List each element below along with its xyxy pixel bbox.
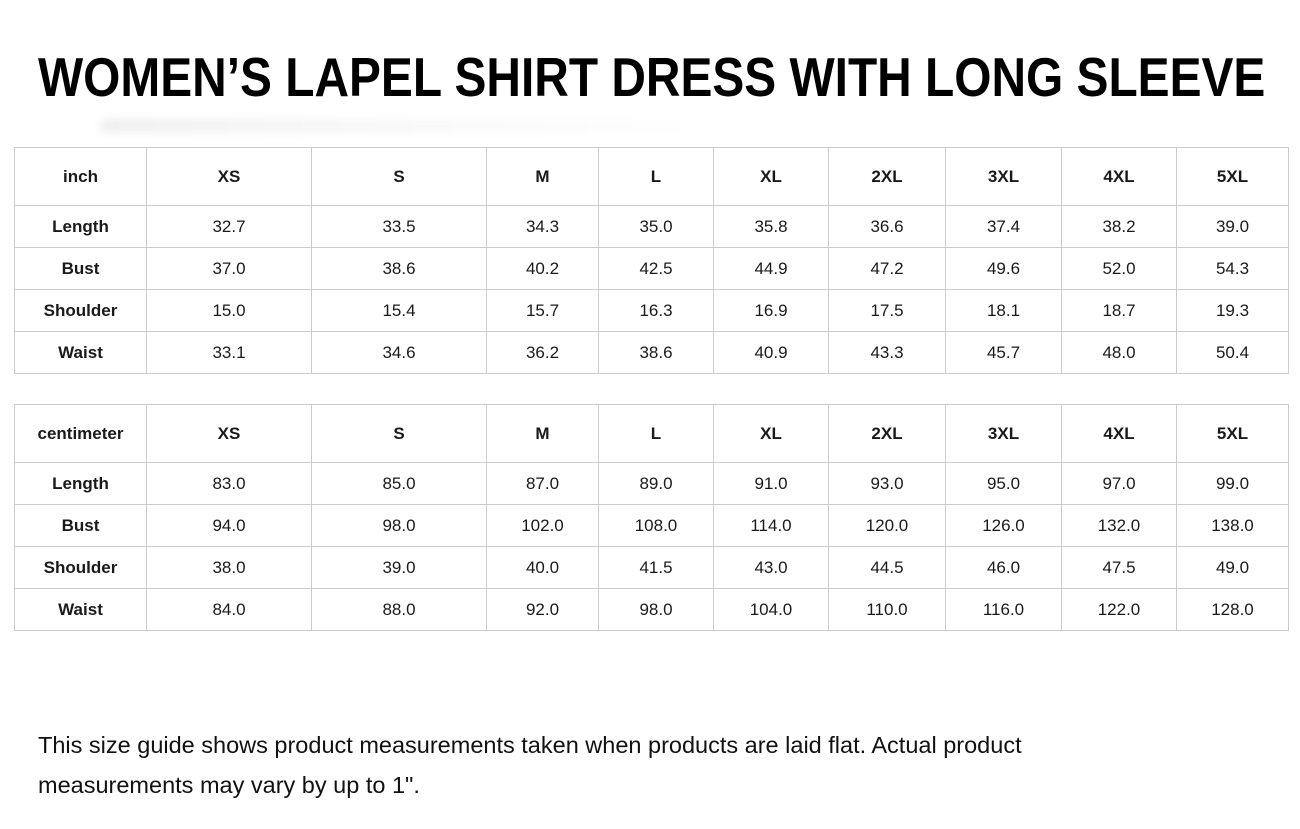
measurement-row: [15, 463, 1289, 505]
measurement-label-cell: Bust: [15, 505, 147, 547]
measurement-value-cell: 85.0: [312, 463, 487, 505]
measurement-value-cell: 49.0: [1177, 547, 1289, 589]
measurement-value-cell: 138.0: [1177, 505, 1289, 547]
measurement-value-cell: 39.0: [312, 547, 487, 589]
measurement-value-cell: 38.6: [599, 332, 714, 374]
measurement-value-cell: 132.0: [1062, 505, 1177, 547]
size-guide-disclaimer: This size guide shows product measurements taken when products are laid flat. Actual product measurements may vary by up to 1".: [38, 732, 1022, 798]
measurement-value-cell: 122.0: [1062, 589, 1177, 631]
measurement-value-cell: 88.0: [312, 589, 487, 631]
size-header-cell: M: [487, 405, 599, 463]
measurement-value-cell: 33.5: [312, 206, 487, 248]
measurement-label-cell: Length: [15, 206, 147, 248]
size-header-cell: XS: [147, 405, 312, 463]
inch-size-table: [14, 147, 1289, 374]
measurement-value-cell: 44.5: [829, 547, 946, 589]
measurement-value-cell: 87.0: [487, 463, 599, 505]
size-header-cell: 4XL: [1062, 405, 1177, 463]
measurement-label-cell: Length: [15, 463, 147, 505]
measurement-value-cell: 40.0: [487, 547, 599, 589]
measurement-value-cell: 34.3: [487, 206, 599, 248]
measurement-value-cell: 95.0: [946, 463, 1062, 505]
measurement-value-cell: 45.7: [946, 332, 1062, 374]
measurement-value-cell: 92.0: [487, 589, 599, 631]
measurement-row: [15, 290, 1289, 332]
measurement-value-cell: 47.5: [1062, 547, 1177, 589]
measurement-row: [15, 589, 1289, 631]
measurement-value-cell: 120.0: [829, 505, 946, 547]
faded-watermark-artifact: [100, 119, 700, 133]
measurement-row: [15, 505, 1289, 547]
measurement-value-cell: 104.0: [714, 589, 829, 631]
measurement-value-cell: 19.3: [1177, 290, 1289, 332]
size-header-cell: 5XL: [1177, 405, 1289, 463]
measurement-value-cell: 83.0: [147, 463, 312, 505]
measurement-row: [15, 206, 1289, 248]
measurement-value-cell: 91.0: [714, 463, 829, 505]
size-header-cell: S: [312, 148, 487, 206]
centimeter-size-table: [14, 404, 1289, 631]
size-header-row: [15, 405, 1289, 463]
measurement-value-cell: 94.0: [147, 505, 312, 547]
measurement-value-cell: 18.1: [946, 290, 1062, 332]
measurement-value-cell: 15.0: [147, 290, 312, 332]
measurement-value-cell: 15.4: [312, 290, 487, 332]
size-header-cell: XS: [147, 148, 312, 206]
measurement-value-cell: 36.2: [487, 332, 599, 374]
size-header-cell: M: [487, 148, 599, 206]
measurement-value-cell: 42.5: [599, 248, 714, 290]
measurement-value-cell: 35.0: [599, 206, 714, 248]
size-header-cell: 3XL: [946, 148, 1062, 206]
size-header-cell: S: [312, 405, 487, 463]
measurement-value-cell: 54.3: [1177, 248, 1289, 290]
measurement-value-cell: 35.8: [714, 206, 829, 248]
measurement-row: [15, 547, 1289, 589]
measurement-row: [15, 248, 1289, 290]
measurement-value-cell: 38.2: [1062, 206, 1177, 248]
measurement-value-cell: 93.0: [829, 463, 946, 505]
measurement-value-cell: 15.7: [487, 290, 599, 332]
measurement-value-cell: 33.1: [147, 332, 312, 374]
measurement-value-cell: 16.9: [714, 290, 829, 332]
measurement-value-cell: 89.0: [599, 463, 714, 505]
measurement-value-cell: 36.6: [829, 206, 946, 248]
measurement-label-cell: Shoulder: [15, 547, 147, 589]
measurement-value-cell: 114.0: [714, 505, 829, 547]
measurement-value-cell: 97.0: [1062, 463, 1177, 505]
unit-header-cell: centimeter: [15, 405, 147, 463]
measurement-value-cell: 116.0: [946, 589, 1062, 631]
measurement-value-cell: 50.4: [1177, 332, 1289, 374]
unit-header-cell: inch: [15, 148, 147, 206]
measurement-value-cell: 48.0: [1062, 332, 1177, 374]
measurement-value-cell: 43.0: [714, 547, 829, 589]
measurement-value-cell: 49.6: [946, 248, 1062, 290]
measurement-value-cell: 38.6: [312, 248, 487, 290]
measurement-label-cell: Shoulder: [15, 290, 147, 332]
measurement-value-cell: 99.0: [1177, 463, 1289, 505]
measurement-value-cell: 34.6: [312, 332, 487, 374]
size-header-cell: 3XL: [946, 405, 1062, 463]
measurement-value-cell: 52.0: [1062, 248, 1177, 290]
size-header-row: [15, 148, 1289, 206]
measurement-value-cell: 110.0: [829, 589, 946, 631]
measurement-value-cell: 38.0: [147, 547, 312, 589]
measurement-value-cell: 40.2: [487, 248, 599, 290]
page-title: WOMEN’S LAPEL SHIRT DRESS WITH LONG SLEEVE: [38, 46, 1266, 108]
measurement-value-cell: 128.0: [1177, 589, 1289, 631]
measurement-value-cell: 44.9: [714, 248, 829, 290]
measurement-value-cell: 37.0: [147, 248, 312, 290]
measurement-label-cell: Waist: [15, 589, 147, 631]
measurement-value-cell: 37.4: [946, 206, 1062, 248]
size-header-cell: XL: [714, 148, 829, 206]
measurement-value-cell: 108.0: [599, 505, 714, 547]
size-header-cell: 5XL: [1177, 148, 1289, 206]
measurement-value-cell: 39.0: [1177, 206, 1289, 248]
measurement-label-cell: Bust: [15, 248, 147, 290]
size-header-cell: 2XL: [829, 148, 946, 206]
measurement-value-cell: 47.2: [829, 248, 946, 290]
measurement-value-cell: 16.3: [599, 290, 714, 332]
size-header-cell: L: [599, 148, 714, 206]
measurement-value-cell: 41.5: [599, 547, 714, 589]
measurement-value-cell: 126.0: [946, 505, 1062, 547]
measurement-value-cell: 98.0: [312, 505, 487, 547]
measurement-value-cell: 43.3: [829, 332, 946, 374]
measurement-row: [15, 332, 1289, 374]
size-header-cell: 2XL: [829, 405, 946, 463]
measurement-value-cell: 32.7: [147, 206, 312, 248]
measurement-value-cell: 84.0: [147, 589, 312, 631]
measurement-value-cell: 102.0: [487, 505, 599, 547]
measurement-label-cell: Waist: [15, 332, 147, 374]
size-header-cell: L: [599, 405, 714, 463]
measurement-value-cell: 18.7: [1062, 290, 1177, 332]
size-guide-page: [0, 46, 1300, 829]
measurement-value-cell: 98.0: [599, 589, 714, 631]
measurement-value-cell: 17.5: [829, 290, 946, 332]
measurement-value-cell: 40.9: [714, 332, 829, 374]
size-header-cell: XL: [714, 405, 829, 463]
size-header-cell: 4XL: [1062, 148, 1177, 206]
measurement-value-cell: 46.0: [946, 547, 1062, 589]
